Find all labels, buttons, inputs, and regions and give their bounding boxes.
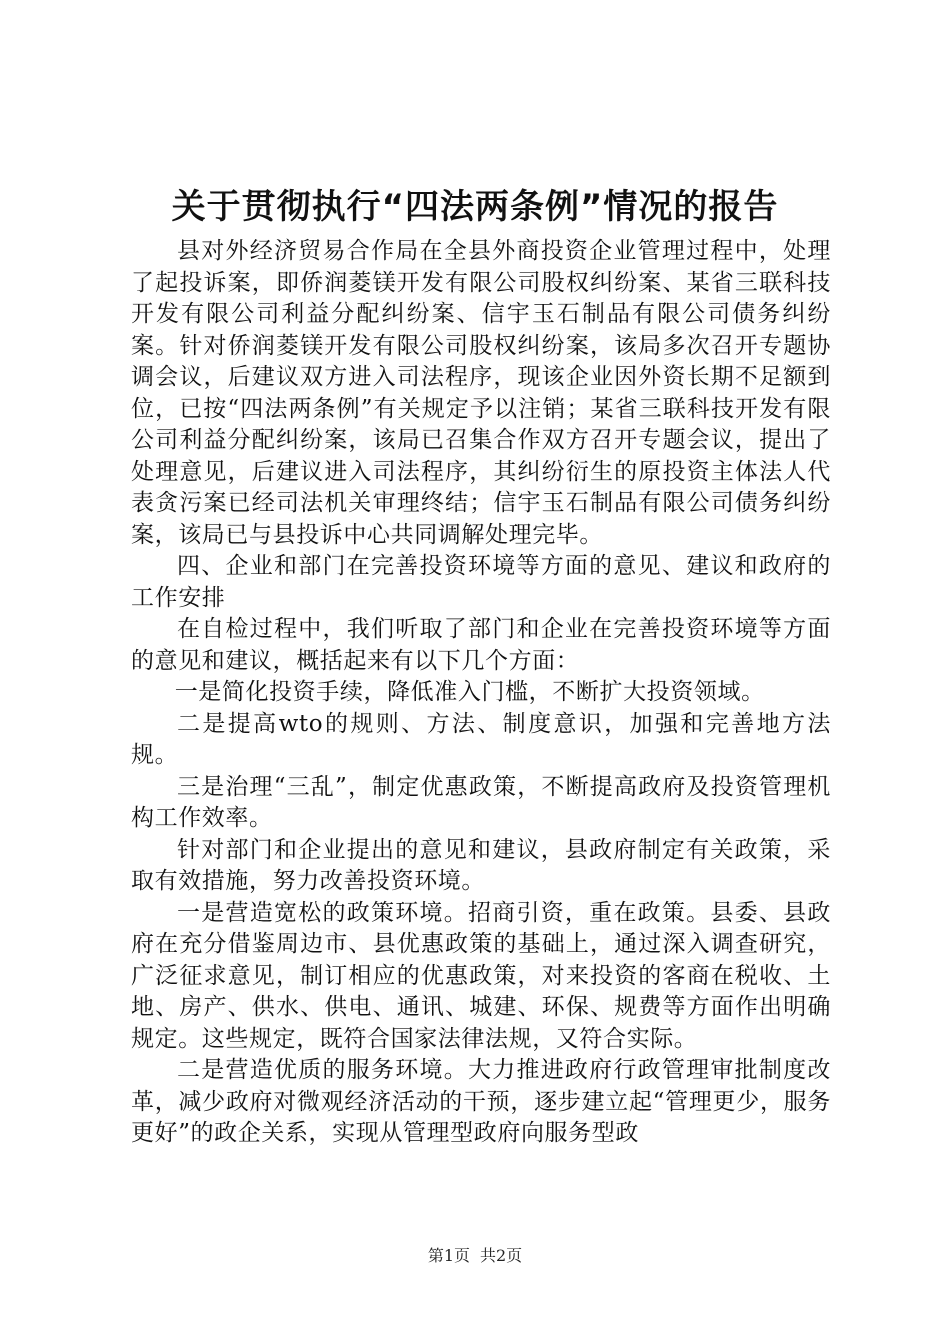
- document-title: 关于贯彻执行“四法两条例”情况的报告: [171, 187, 779, 227]
- list-item-three-chaos: 三是治理“三乱”，制定优惠政策，不断提高政府及投资管理机构工作效率。: [131, 773, 831, 831]
- paragraph-service-environment: 二是营造优质的服务环境。大力推进政府行政管理审批制度改革，减少政府对微观经济活动的干预，逐步建立起“管理更少，服务更好”的政企关系，实现从管理型政府向服务型政: [131, 1057, 831, 1146]
- paragraph-complaint-cases: 县对外经济贸易合作局在全县外商投资企业管理过程中，处理了起投诉案，即侨润菱镁开发有限公司股权纠纷案、某省三联科技开发有限公司利益分配纠纷案、信宇玉石制品有限公司债务纠纷案。针对侨润菱镁开发有限公司股权纠纷案，该局多次召开专题协调会议，后建议双方进入司法程序，现该企业因外资长期不足额到位，已按“四法两条例”有关规定予以注销；某省三联科技开发有限公司利益分配纠纷案，该局已召集合作双方召开专题会议，提出了处理意见，后建议进入司法程序，其纠纷衍生的原投资主体法人代表贪污案已经司法机关审理终结；信宇玉石制品有限公司债务纠纷案，该局已与县投诉中心共同调解处理完毕。: [131, 238, 831, 548]
- list-item-simplify-procedures: 一是简化投资手续，降低准入门槛，不断扩大投资领域。: [174, 679, 765, 705]
- page-number: 第1页: [427, 1246, 470, 1265]
- document-body: [131, 236, 831, 1150]
- list-item-wto-awareness: 二是提高wto的规则、方法、制度意识，加强和完善地方法规。: [131, 710, 831, 768]
- paragraph-self-inspection: 在自检过程中，我们听取了部门和企业在完善投资环境等方面的意见和建议，概括起来有以下几个方面：: [131, 616, 831, 674]
- paragraph-government-response: 针对部门和企业提出的意见和建议，县政府制定有关政策，采取有效措施，努力改善投资环境。: [131, 836, 831, 894]
- page-footer: [0, 1246, 950, 1266]
- page-total: 共2页: [480, 1246, 523, 1265]
- paragraph-policy-environment: 一是营造宽松的政策环境。招商引资，重在政策。县委、县政府在充分借鉴周边市、县优惠政策的基础上，通过深入调查研究，广泛征求意见，制订相应的优惠政策，对来投资的客商在税收、土地、房产、供水、供电、通讯、城建、环保、规费等方面作出明确规定。这些规定，既符合国家法律法规，又符合实际。: [131, 899, 831, 1052]
- section-heading-four: 四、企业和部门在完善投资环境等方面的意见、建议和政府的工作安排: [131, 553, 831, 611]
